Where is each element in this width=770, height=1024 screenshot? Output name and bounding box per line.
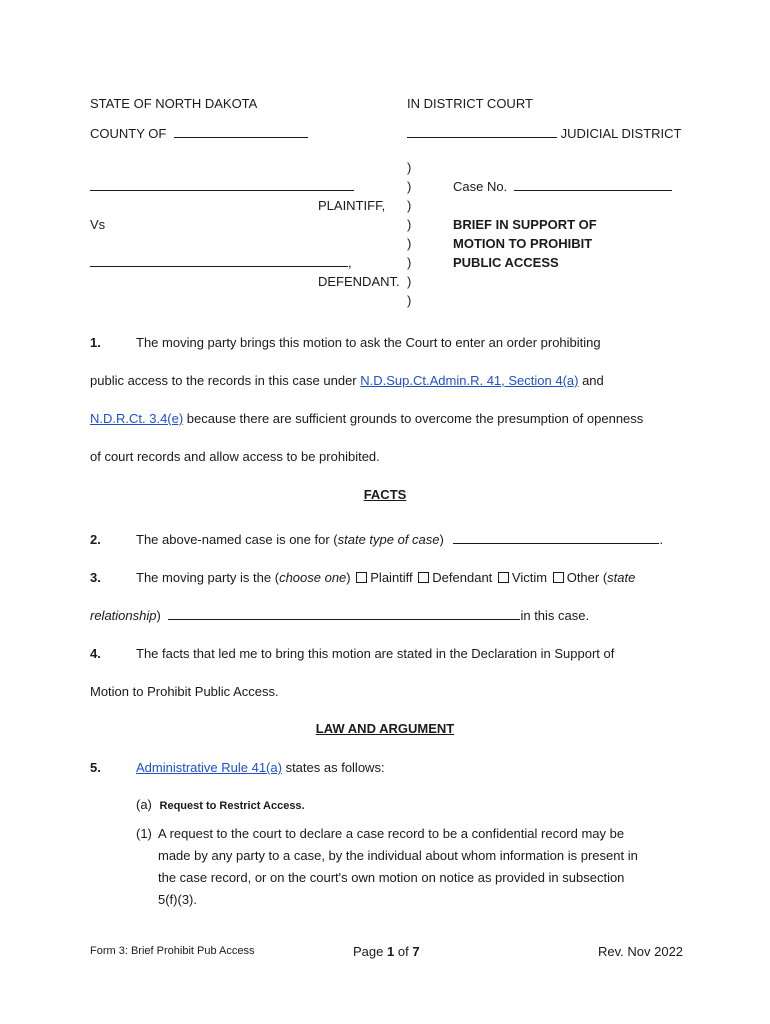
para1-line2-text: public access to the records in this case under — [90, 373, 361, 388]
para2-text: The above-named case is one for ( — [136, 532, 338, 547]
para1-line1: The moving party brings this motion to ask the Court to enter an order prohibiting — [136, 335, 601, 350]
paragraph-number: 5. — [90, 760, 101, 775]
paragraph-number: 1. — [90, 335, 101, 350]
caption-paren: ) — [407, 179, 412, 194]
caption-paren: ) — [407, 255, 412, 270]
para2-text-end: ) — [439, 532, 444, 547]
para2-italic: state type of case — [337, 532, 440, 547]
of-word: of — [397, 944, 409, 959]
para2-period: . — [659, 532, 664, 547]
county-row — [90, 126, 308, 141]
para3-line2 — [90, 608, 589, 623]
document-title-line1: BRIEF IN SUPPORT OF — [453, 217, 597, 232]
law-heading: LAW AND ARGUMENT — [315, 721, 455, 736]
para1-line2 — [90, 373, 604, 388]
caption-paren: ) — [407, 293, 412, 308]
para3-choose: choose one — [279, 570, 347, 585]
relationship-blank[interactable] — [168, 618, 520, 620]
para3-line2-end: in this case. — [520, 608, 590, 623]
subsection-1-line1: A request to the court to declare a case record to be a confidential record may be — [158, 826, 625, 841]
caption-paren: ) — [407, 274, 412, 289]
para5-line — [136, 760, 385, 775]
document-title-line3: PUBLIC ACCESS — [453, 255, 559, 270]
ndrct-link[interactable]: N.D.R.Ct. 3.4(e) — [90, 411, 184, 426]
para3-text: The moving party is the ( — [136, 570, 280, 585]
subsection-a-label: (a) — [136, 797, 152, 812]
para3-line2-paren: ) — [156, 608, 161, 623]
document-title-line2: MOTION TO PROHIBIT — [453, 236, 593, 251]
case-no-row — [453, 179, 672, 194]
admin-rule-41a-link[interactable]: Administrative Rule 41(a) — [136, 760, 282, 775]
state-label: STATE OF NORTH DAKOTA — [90, 96, 258, 111]
subsection-a — [136, 797, 305, 812]
para3-paren: ) — [346, 570, 351, 585]
case-no-label: Case No. — [453, 179, 508, 194]
footer-revision: Rev. Nov 2022 — [598, 944, 684, 959]
defendant-option-label: Defendant — [432, 570, 493, 585]
case-type-blank[interactable] — [453, 542, 659, 544]
district-blank[interactable] — [407, 136, 557, 138]
footer-form — [90, 945, 254, 957]
caption-paren: ) — [407, 236, 412, 251]
para3-state: state — [607, 570, 636, 585]
paragraph-number: 3. — [90, 570, 101, 585]
defendant-comma: , — [348, 255, 352, 270]
defendant-name-blank[interactable] — [90, 265, 348, 267]
caption-paren: ) — [407, 160, 412, 175]
defendant-label: DEFENDANT. — [318, 274, 400, 289]
footer-form-label: Form 3: — [90, 945, 128, 957]
other-option-label: Other ( — [566, 570, 608, 585]
judicial-district-label: JUDICIAL DISTRICT — [560, 126, 682, 141]
court-label: IN DISTRICT COURT — [407, 96, 533, 111]
footer-page — [353, 944, 420, 959]
other-checkbox[interactable] — [553, 572, 564, 583]
subsection-1-label: (1) — [136, 826, 152, 841]
para5-text: states as follows: — [281, 760, 385, 775]
paragraph-number: 2. — [90, 532, 101, 547]
footer-form-name: Brief Prohibit Pub Access — [130, 945, 255, 957]
para1-line2-end: and — [578, 373, 604, 388]
para4-line1: The facts that led me to bring this motion are stated in the Declaration in Support of — [136, 646, 615, 661]
subsection-1-line4: 5(f)(3). — [158, 892, 197, 907]
para4-line2: Motion to Prohibit Public Access. — [90, 684, 279, 699]
para2-line — [136, 532, 663, 547]
county-label: COUNTY OF — [90, 126, 167, 141]
para3-relationship: relationship — [90, 608, 157, 623]
victim-checkbox[interactable] — [498, 572, 509, 583]
vs-label: Vs — [90, 217, 106, 232]
victim-option-label: Victim — [511, 570, 548, 585]
judicial-district-row — [407, 126, 681, 141]
defendant-checkbox[interactable] — [418, 572, 429, 583]
plaintiff-name-row — [90, 179, 354, 194]
caption-paren: ) — [407, 198, 412, 213]
para1-line4: of court records and allow access to be prohibited. — [90, 449, 380, 464]
plaintiff-checkbox[interactable] — [356, 572, 367, 583]
plaintiff-name-blank[interactable] — [90, 189, 354, 191]
paragraph-number: 4. — [90, 646, 101, 661]
admin-rule-41-link[interactable]: N.D.Sup.Ct.Admin.R. 41, Section 4(a) — [360, 373, 579, 388]
subsection-1-line3: the case record, or on the court's own motion on notice as provided in subsection — [158, 870, 625, 885]
defendant-name-row — [90, 255, 352, 270]
para1-line3-text: because there are sufficient grounds to overcome the presumption of openness — [183, 411, 644, 426]
para1-line3 — [90, 411, 643, 426]
facts-heading: FACTS — [363, 487, 407, 502]
case-no-blank[interactable] — [514, 189, 672, 191]
page-total: 7 — [412, 944, 420, 959]
plaintiff-option-label: Plaintiff — [370, 570, 413, 585]
caption-paren: ) — [407, 217, 412, 232]
plaintiff-label: PLAINTIFF, — [318, 198, 386, 213]
county-blank[interactable] — [174, 136, 308, 138]
para3-line1 — [136, 570, 635, 585]
page-number: 1 — [387, 944, 395, 959]
subsection-1-line2: made by any party to a case, by the individual about whom information is present in — [158, 848, 638, 863]
page-word: Page — [353, 944, 384, 959]
subsection-a-title: Request to Restrict Access. — [159, 800, 305, 812]
